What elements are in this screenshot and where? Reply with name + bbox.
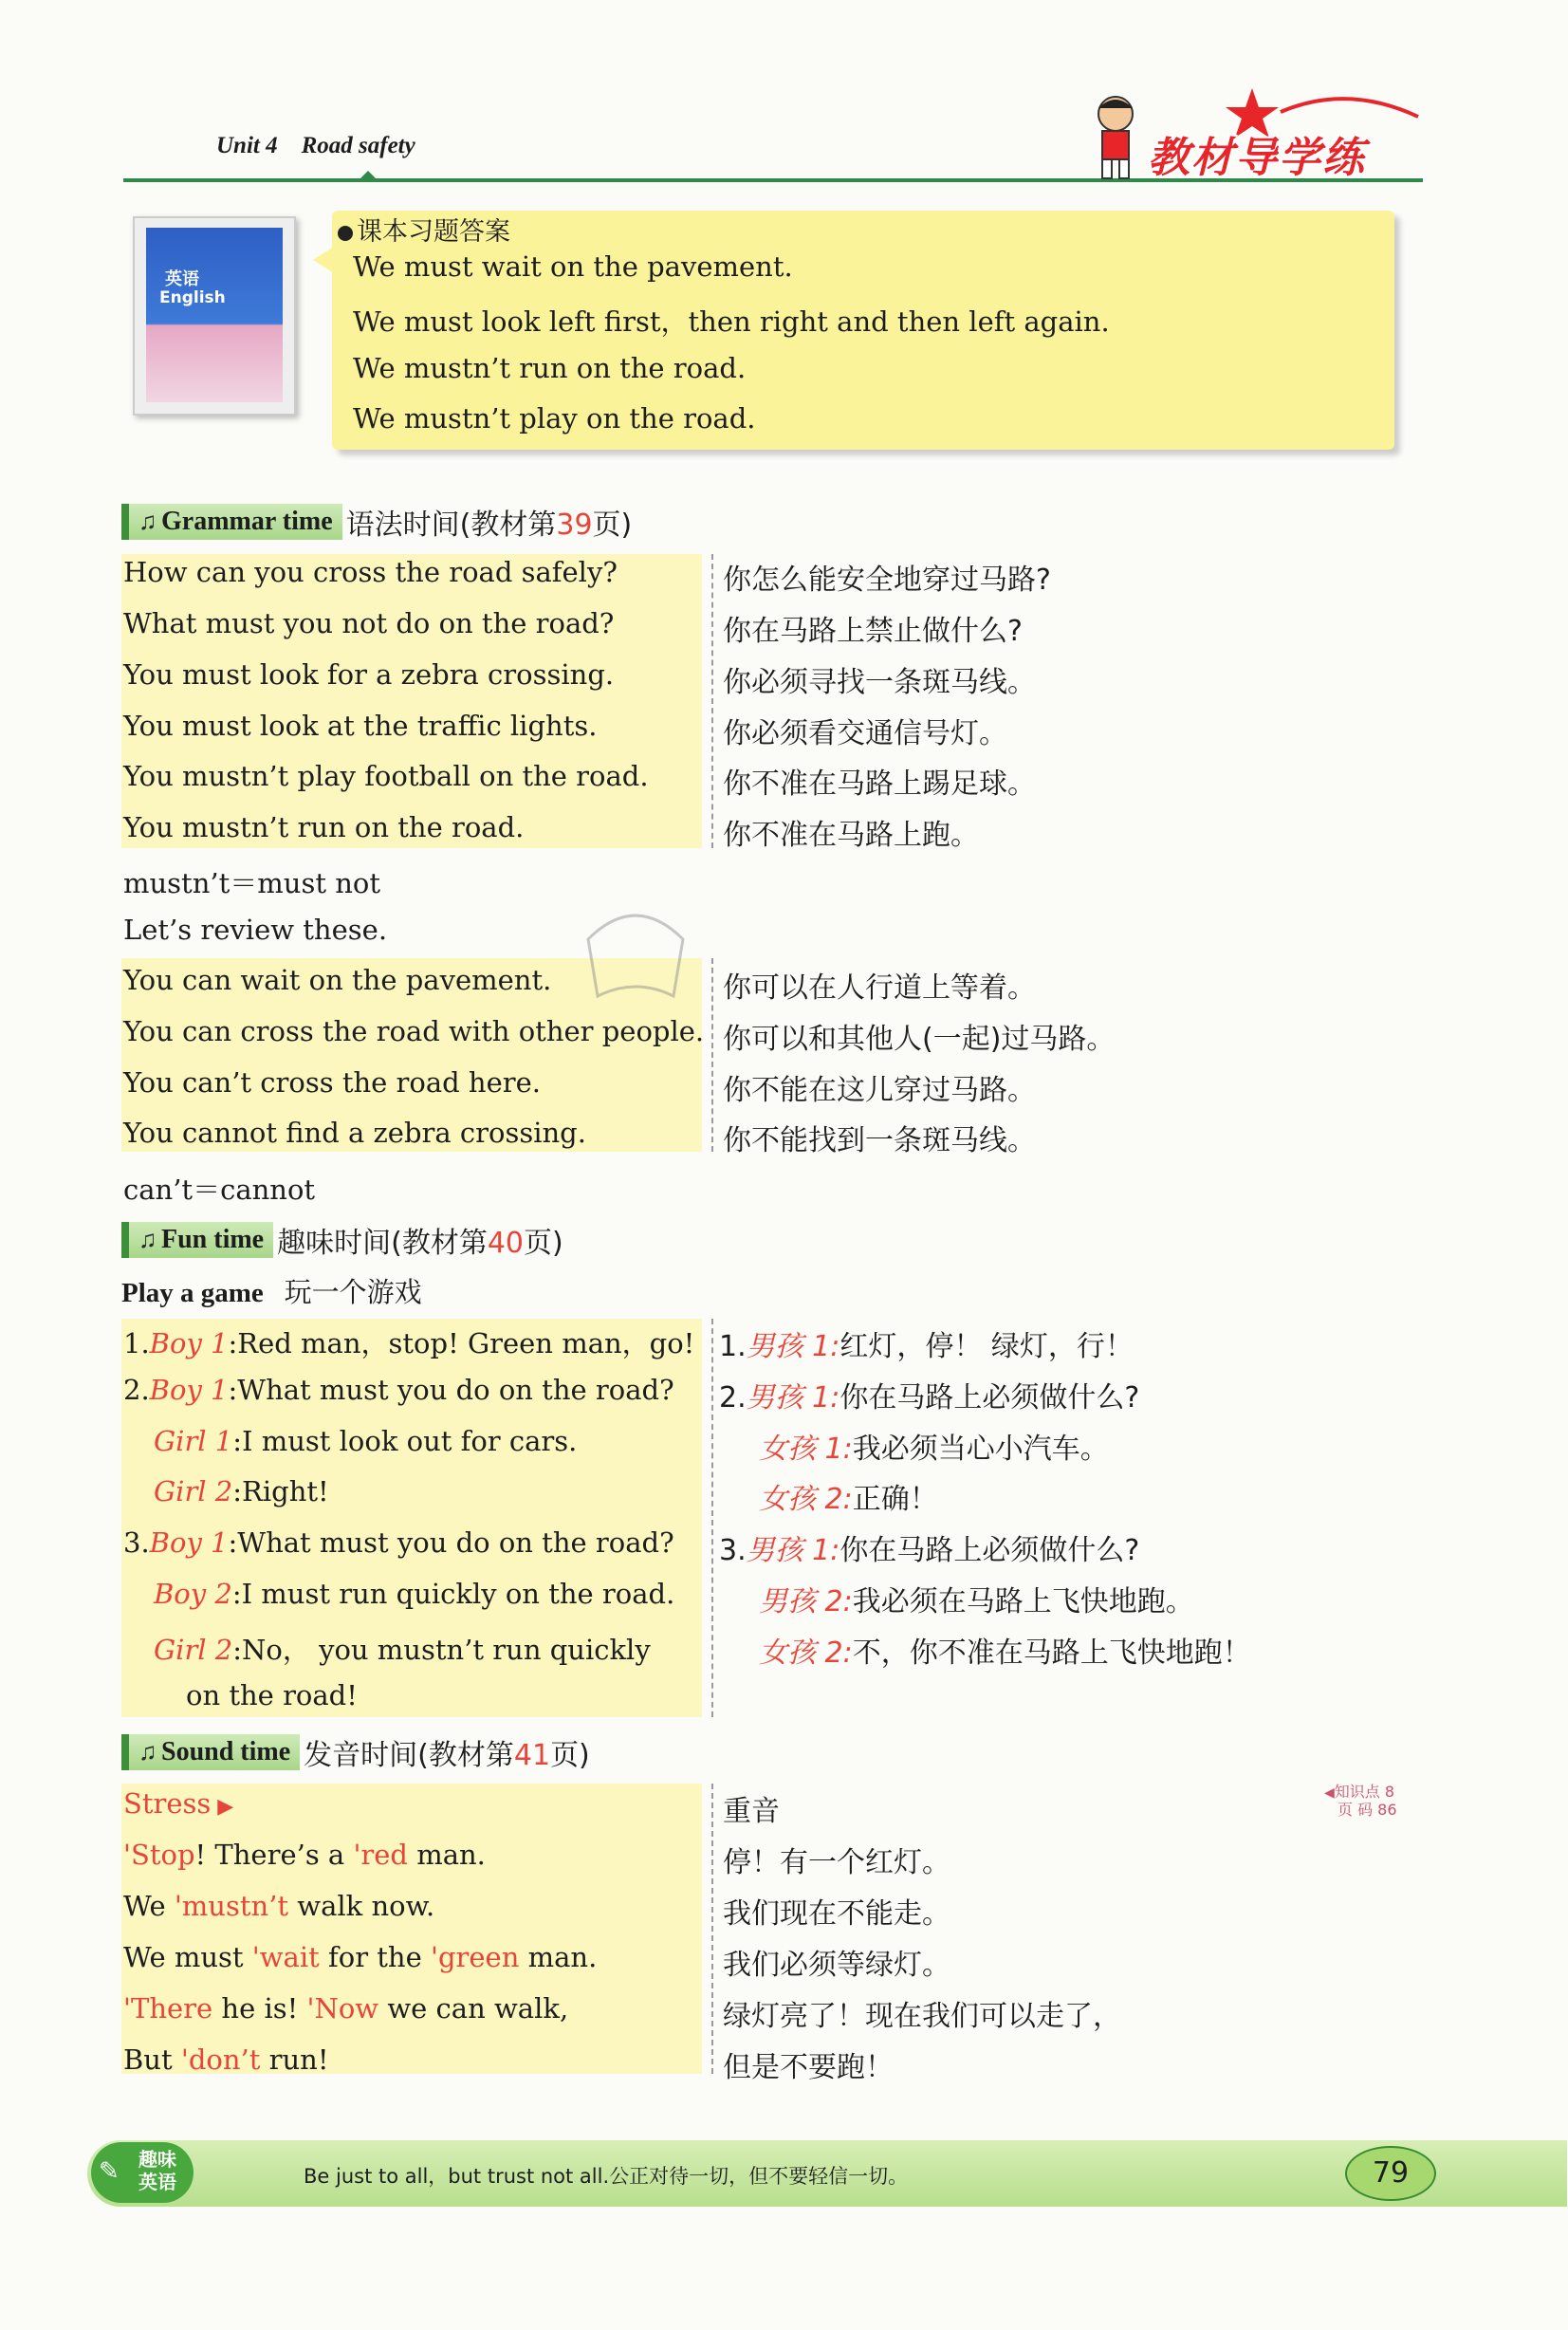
grammar-en: You mustn’t play football on the road.	[123, 760, 649, 792]
sound-highlight	[121, 1784, 702, 2074]
column-divider	[711, 1784, 713, 2074]
stress-heading: Stress ▶	[123, 1787, 234, 1820]
book-subtitle: English	[159, 288, 226, 307]
footer-quote: Be just to all，but trust not all.公正对待一切，但不要轻信一切。	[304, 2165, 909, 2188]
dialogue-cn: 女孩 2:正确！	[759, 1483, 938, 1516]
grammar-tab: ♫ Grammar time	[121, 504, 342, 540]
page-number: 79	[1345, 2146, 1436, 2201]
dialogue-line: 2.Boy 1:What must you do on the road?	[123, 1374, 674, 1406]
dialogue-line: Boy 2:I must run quickly on the road.	[154, 1578, 675, 1610]
grammar-highlight-1	[121, 554, 702, 848]
dialogue-line: 1.Boy 1:Red man，stop! Green man，go!	[123, 1327, 695, 1359]
brand-logo: 教材导学练	[1148, 134, 1366, 182]
answer-heading: 课本习题答案	[338, 211, 510, 248]
fun-english-badge: ✎ 趣味 英语	[91, 2142, 194, 2203]
grammar-en: You can wait on the pavement.	[123, 964, 552, 996]
dialogue-cn: 女孩 1:我必须当心小汽车。	[759, 1433, 1109, 1466]
grammar-en: You must look at the traffic lights.	[123, 710, 598, 742]
dialogue-line: 3.Boy 1:What must you do on the road?	[123, 1526, 674, 1559]
grammar-cn: 你可以在人行道上等着。	[723, 971, 1036, 1005]
grammar-cn: 你在马路上禁止做什么?	[723, 615, 1023, 648]
stress-line: But 'don’t run!	[123, 2043, 329, 2076]
dialogue-continuation: on the road!	[186, 1679, 358, 1711]
review-heading: Let’s review these.	[123, 914, 388, 946]
fun-section-header	[121, 1219, 563, 1261]
dialogue-cn: 3.男孩 1:你在马路上必须做什么?	[719, 1534, 1140, 1567]
grammar-en: You mustn’t run on the road.	[123, 811, 525, 843]
grammar-en: What must you not do on the road?	[123, 607, 615, 639]
contraction-note: mustn’t＝must not	[123, 867, 380, 899]
stress-line-cn: 我们现在不能走。	[723, 1897, 950, 1931]
book-title: 英语	[165, 269, 199, 289]
answer-box-pointer	[313, 247, 334, 273]
header-marker	[359, 171, 378, 180]
stress-line-cn: 但是不要跑！	[723, 2051, 894, 2084]
dialogue-cn: 男孩 2:我必须在马路上飞快地跑。	[759, 1585, 1194, 1618]
grammar-cn: 你可以和其他人(一起)过马路。	[723, 1023, 1116, 1056]
answer-line: We mustn’t play on the road.	[353, 402, 756, 435]
column-divider	[711, 554, 713, 848]
stress-line: We 'mustn’t walk now.	[123, 1890, 435, 1922]
unit-title: Road safety	[301, 133, 415, 158]
music-note-icon: ♫	[138, 1226, 157, 1253]
section-title-cn: 趣味时间(教材第40页)	[277, 1227, 563, 1260]
grammar-cn: 你不能在这儿穿过马路。	[723, 1074, 1036, 1107]
dialogue-line: Girl 2:Right!	[154, 1475, 329, 1507]
grammar-en: You can’t cross the road here.	[123, 1066, 542, 1099]
grammar-section-header	[121, 501, 632, 543]
dialogue-cn: 女孩 2:不，你不准在马路上飞快地跑！	[759, 1637, 1251, 1670]
stress-line-cn: 绿灯亮了！现在我们可以走了，	[723, 2000, 1121, 2033]
stress-line: We must 'wait for the 'green man.	[123, 1941, 598, 1973]
stress-heading-cn: 重音	[723, 1795, 780, 1828]
dialogue-cn: 2.男孩 1:你在马路上必须做什么?	[719, 1381, 1140, 1415]
unit-number: Unit 4	[216, 133, 278, 158]
watermark-stamp	[579, 901, 692, 1006]
grammar-cn: 你不准在马路上跑。	[723, 819, 979, 852]
grammar-cn: 你不准在马路上踢足球。	[723, 767, 1036, 801]
unit-heading	[216, 133, 415, 159]
pencil-icon: ✎	[99, 2157, 120, 2186]
dialogue-line: Girl 1:I must look out for cars.	[154, 1425, 578, 1457]
sound-tab: ♫ Sound time	[121, 1734, 300, 1770]
play-arrow-icon: ▶	[211, 1795, 234, 1819]
stress-line-cn: 我们必须等绿灯。	[723, 1949, 950, 1982]
grammar-cn: 你不能找到一条斑马线。	[723, 1124, 1036, 1157]
dialogue-line: Girl 2:No， you mustn’t run quickly	[154, 1634, 651, 1666]
section-title-cn: 语法时间(教材第39页)	[345, 509, 633, 542]
grammar-en: You cannot find a zebra crossing.	[123, 1117, 586, 1149]
music-note-icon: ♫	[138, 1738, 157, 1766]
left-arrow-icon: ◀	[1324, 1785, 1335, 1801]
stress-line-cn: 停！有一个红灯。	[723, 1846, 950, 1879]
stress-line: 'There he is! 'Now we can walk,	[123, 1992, 569, 2025]
mascot-icon	[1081, 91, 1150, 182]
column-divider	[711, 1319, 713, 1717]
game-heading: Play a game 玩一个游戏	[121, 1276, 422, 1308]
bullet-icon	[338, 226, 353, 241]
fun-tab: ♫ Fun time	[121, 1222, 273, 1258]
grammar-cn: 你必须寻找一条斑马线。	[723, 666, 1036, 699]
textbook-cover-image	[133, 216, 296, 416]
answer-line: We mustn’t run on the road.	[353, 352, 747, 384]
contraction-note: can’t＝cannot	[123, 1174, 316, 1206]
dialogue-cn: 1.男孩 1:红灯，停！ 绿灯，行！	[719, 1330, 1134, 1363]
answer-line: We must wait on the pavement.	[353, 250, 793, 283]
grammar-en: You can cross the road with other people.	[123, 1015, 705, 1047]
grammar-cn: 你必须看交通信号灯。	[723, 717, 1007, 750]
answer-line: We must look left first，then right and then left again.	[353, 305, 1110, 338]
stress-line: 'Stop! There’s a 'red man.	[123, 1839, 486, 1871]
grammar-cn: 你怎么能安全地穿过马路?	[723, 564, 1051, 597]
grammar-en: You must look for a zebra crossing.	[123, 658, 615, 691]
sound-section-header	[121, 1731, 590, 1773]
section-title-cn: 发音时间(教材第41页)	[304, 1739, 590, 1772]
knowledge-point-ref: ◀知识点 8 页 码 86	[1324, 1783, 1397, 1819]
music-note-icon: ♫	[138, 508, 157, 535]
column-divider	[711, 958, 713, 1152]
grammar-en: How can you cross the road safely?	[123, 556, 618, 588]
